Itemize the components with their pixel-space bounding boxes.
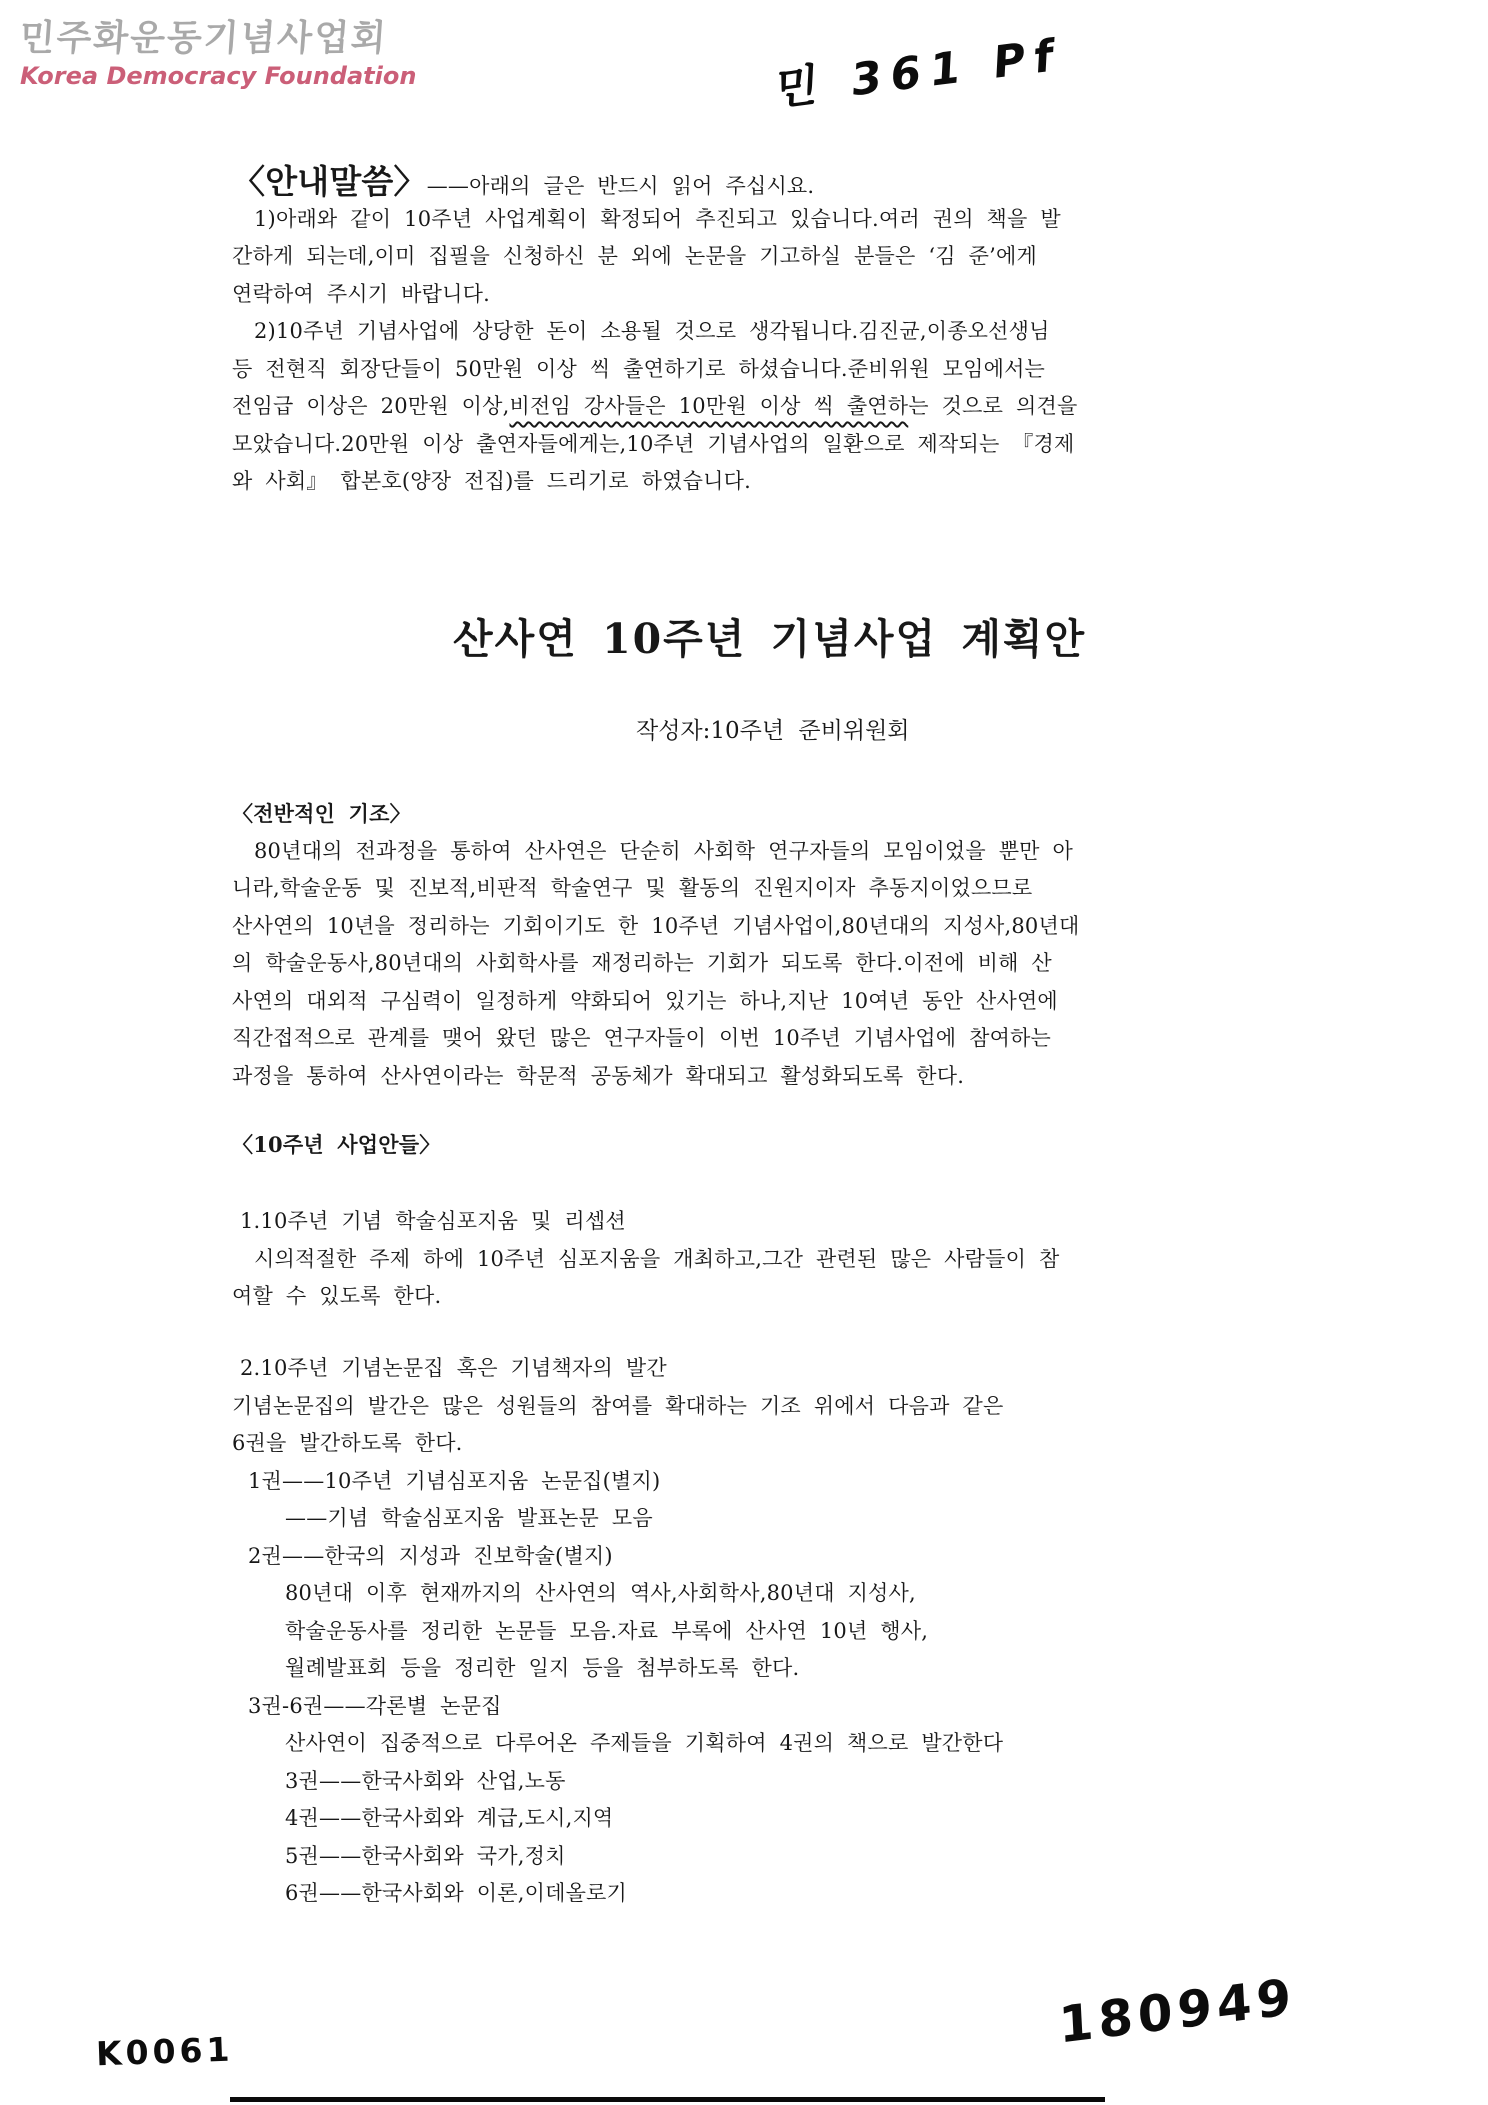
- body-line: 과정을 통하여 산사연이라는 학문적 공동체가 확대되고 활성화되도록 한다.: [232, 1063, 965, 1088]
- document-byline: 작성자:10주년 준비위원회: [636, 718, 910, 744]
- volume-subline: ——기념 학술심포지움 발표논문 모음: [285, 1506, 653, 1530]
- volume-line: 1권——10주년 기념심포지움 논문집(별지): [248, 1468, 661, 1493]
- logo-english-text: Korea Democracy Foundation: [20, 62, 417, 90]
- hand-underlined-text: 비전임 강사들은 10만원 이상 씩 출연하: [509, 394, 909, 418]
- volume-line: 3권-6권——각론별 논문집: [248, 1693, 502, 1718]
- underline-pre-text: 전임급 이상은 20만원 이상,: [232, 394, 510, 418]
- volume-subline: 5권——한국사회와 국가,정치: [285, 1843, 566, 1868]
- volume-subline: 4권——한국사회와 계급,도시,지역: [285, 1806, 614, 1830]
- general-heading: 〈전반적인 기조〉: [232, 801, 411, 826]
- underline-post-text: 는 것으로 의견을: [908, 394, 1078, 418]
- notice-heading-tail: ——아래의 글은 반드시 읽어 주십시요.: [426, 174, 815, 198]
- volume-subline: 학술운동사를 정리한 논문들 모음.자료 부록에 산사연 10년 행사,: [285, 1618, 929, 1643]
- volume-subline: 산사연이 집중적으로 다루어온 주제들을 기획하여 4권의 책으로 발간한다: [285, 1731, 1004, 1755]
- projects-heading-line: [232, 1126, 1042, 1164]
- notice-heading: 〈안내말씀〉: [232, 162, 427, 201]
- notice-heading-line: [232, 163, 1042, 201]
- foundation-logo: [20, 10, 416, 90]
- notice-line: 와 사회』 합본호(양장 전집)를 드리기로 하였습니다.: [232, 469, 751, 493]
- body-line: 기념논문집의 발간은 많은 성원들의 참여를 확대하는 기조 위에서 다음과 같은: [232, 1393, 1004, 1418]
- item1-heading: 1.10주년 기념 학술심포지움 및 리셉션: [240, 1209, 626, 1233]
- body-line: 사연의 대외적 구심력이 일정하게 약화되어 있기는 하나,지난 10여년 동안 산사연에: [232, 988, 1058, 1013]
- notice-line: 간하게 되는데,이미 집필을 신청하신 분 외에 논문을 기고하실 분들은 ‘김 준’에게: [232, 244, 1037, 268]
- logo-korean-text: 민주화운동기념사업회: [18, 18, 389, 59]
- body-line: 니라,학술운동 및 진보적,비판적 학술연구 및 활동의 진원지이자 추동지이었으므로: [232, 876, 1033, 900]
- handwritten-ref-mark: 민 361 Pf: [774, 29, 1064, 116]
- document-code-mark: K0061: [95, 2029, 235, 2074]
- notice-line: 연락하여 주시기 바랍니다.: [232, 281, 490, 306]
- body-line: 직간접적으로 관계를 맺어 왔던 많은 연구자들이 이번 10주년 기념사업에 참여하는: [232, 1026, 1052, 1050]
- notice-line: 모았습니다.20만원 이상 출연자들에게는,10주년 기념사업의 일환으로 제작되는 『경제: [232, 431, 1075, 456]
- body-line: 시의적절한 주제 하에 10주년 심포지움을 개최하고,그간 관련된 많은 사람들이 참: [254, 1246, 1060, 1271]
- item2-heading: 2.10주년 기념논문집 혹은 기념책자의 발간: [240, 1356, 667, 1380]
- notice-line: 1)아래와 같이 10주년 사업계획이 확정되어 추진되고 있습니다.여러 권의 책을 발: [254, 206, 1061, 231]
- project-item-1: [232, 1203, 1060, 1316]
- general-heading-line: [232, 795, 1042, 833]
- notice-line-underlined: [232, 388, 1078, 426]
- project-item-2: [232, 1350, 1042, 1913]
- volume-line: 2권——한국의 지성과 진보학술(별지): [248, 1543, 613, 1568]
- volume-subline: 80년대 이후 현재까지의 산사연의 역사,사회학사,80년대 지성사,: [285, 1581, 916, 1605]
- notice-line: 2)10주년 기념사업에 상당한 돈이 소용될 것으로 생각됩니다.김진균,이종오선생님: [254, 319, 1050, 343]
- document-title: 산사연 10주년 기념사업 계획안: [453, 615, 1087, 663]
- body-line: 산사연의 10년을 정리하는 기회이기도 한 10주년 기념사업이,80년대의 지성사,80년대: [232, 913, 1080, 938]
- projects-section-heading-block: [232, 1126, 1042, 1164]
- volume-subline: 월례발표회 등을 정리한 일지 등을 첨부하도록 한다.: [285, 1656, 800, 1680]
- volume-subline: 6권——한국사회와 이론,이데올로기: [285, 1881, 628, 1905]
- notice-line: 등 전현직 회장단들이 50만원 이상 씩 출연하기로 하셨습니다.준비위원 모임에서는: [232, 356, 1046, 381]
- body-line: 80년대의 전과정을 통하여 산사연은 단순히 사회학 연구자들의 모임이었을 뿐만 아: [254, 838, 1074, 863]
- body-line: 의 학술운동사,80년대의 사회학사를 재정리하는 기회가 되도록 한다.이전에 비해 산: [232, 951, 1052, 975]
- body-line: 여할 수 있도록 한다.: [232, 1284, 442, 1308]
- volume-subline: 3권——한국사회와 산업,노동: [285, 1768, 566, 1793]
- scan-artifact-line: [230, 2097, 1105, 2102]
- body-line: 6권을 발간하도록 한다.: [232, 1431, 463, 1455]
- archive-number-stamp: 180949: [1057, 1967, 1298, 2055]
- notice-section: [232, 162, 1078, 501]
- projects-heading: 〈10주년 사업안들〉: [232, 1132, 441, 1157]
- general-basis-section: [232, 795, 1080, 1095]
